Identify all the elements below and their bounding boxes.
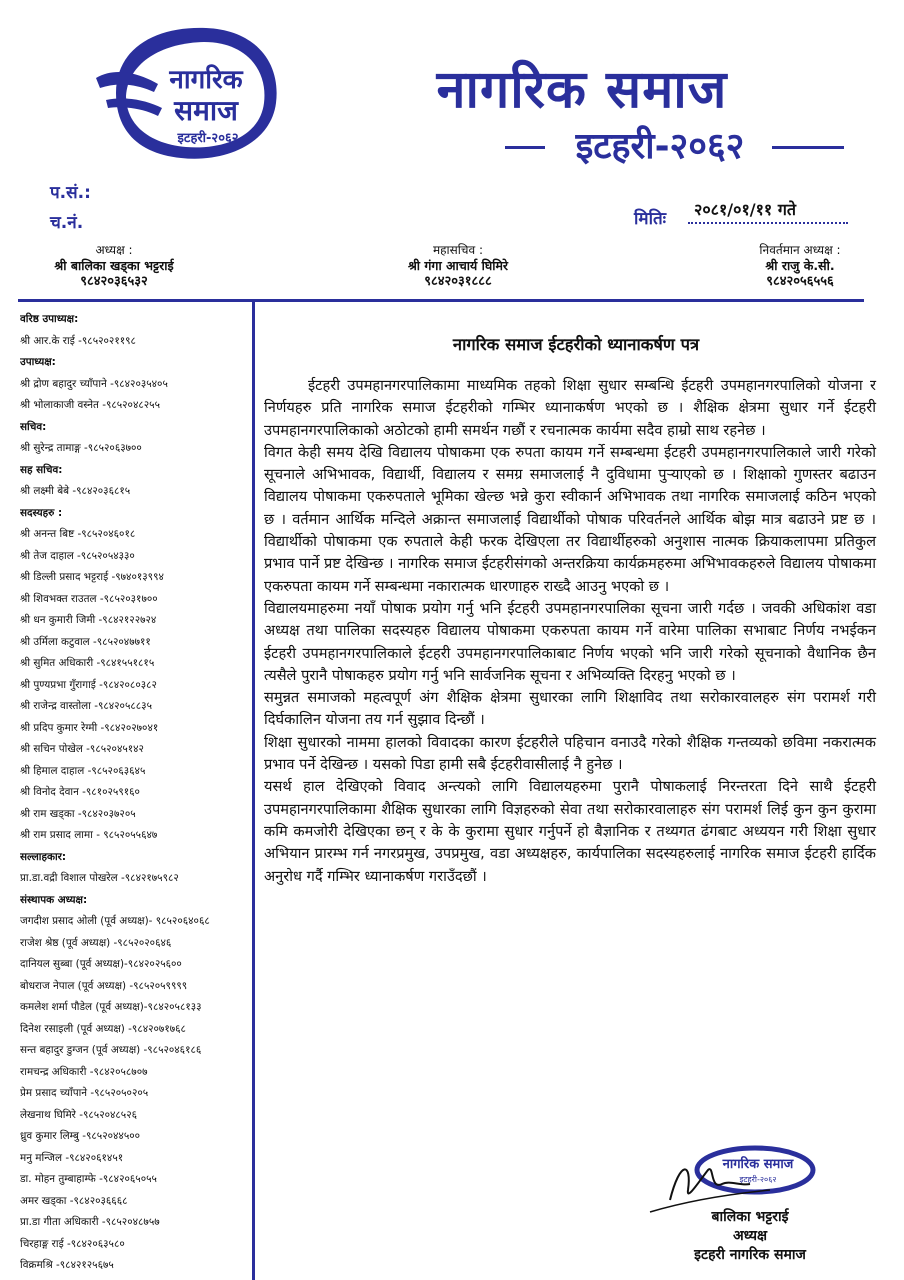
sidebar-member: श्री द्रोण बहादुर च्याँपाने -९८४२०३५४०५ [20,377,168,390]
sidebar-heading: संस्थापक अध्यक्ष: [20,893,88,906]
organization-subtitle: इटहरी-२०६२ [575,126,745,167]
sidebar-member: दानियल सुब्बा (पूर्व अध्यक्ष)-९८४२०२५६०० [20,958,182,970]
sidebar-member: प्रा.डा गीता अधिकारी -९८५२०४८७५७ [20,1216,160,1228]
letter-paragraph: शिक्षा सुधारको नाममा हालको विवादका कारण ईटहरीले पहिचान वनाउदै गरेको शैक्षिक गन्तव्यको छविमा नकरात्मक प्रभाव पर्ने देखिन्छ । यसको पिडा हामी सबै ईटहरीवासीलाई नै हुनेछ । [264,733,876,774]
sidebar-member: श्री आर.के राई -९८५२०२११९८ [20,334,136,347]
sidebar-member: श्री भोलाकाजी वस्नेत -९८५२०४८२५५ [20,399,160,411]
sidebar-member: मनु मन्जिल -९८४२०६१४५१ [20,1151,124,1164]
sidebar-member: प्रा.डा.वद्री विशाल पोखरेल -९८४२१७५९८२ [20,872,179,884]
officer-role: निवर्तमान अध्यक्ष : [759,243,841,257]
sidebar-member: श्री डिल्ली प्रसाद भट्टराई -९७४०१३९९४ [20,571,164,583]
sidebar-member: श्री सचिन पोखेल -९८५२०४५१४२ [20,743,144,755]
sidebar-member: चिरहाङ्ग राई -९८४२०६३५८० [20,1237,125,1250]
letter-title: नागरिक समाज ईटहरीको ध्यानाकर्षण पत्र [452,335,700,354]
sidebar-member: ध्रुव कुमार लिम्बु -९८५२०४४५०० [20,1130,141,1142]
signatory-name: बालिका भट्टराई [711,1209,789,1225]
letter-body [264,375,876,888]
organization-title: नागरिक समाज [436,60,728,120]
sidebar-heading: सह सचिव: [20,463,63,476]
sidebar-member: श्री राम प्रसाद लामा - ९८५२०५५६४७ [20,829,158,841]
sidebar-member: अमर खड्का -९८४२०३६६६८ [20,1194,128,1207]
sidebar-member: श्री राम खड्का -९८४२०३७२०५ [20,807,136,820]
sidebar-member: कमलेश शर्मा पौडेल (पूर्व अध्यक्ष)-९८४२०५८१३३ [20,1001,202,1013]
sidebar-member: राजेश श्रेष्ठ (पूर्व अध्यक्ष) -९८५२०२०६४६ [20,936,172,949]
sidebar-divider [252,302,255,1280]
sidebar-member: दिनेश रसाइली (पूर्व अध्यक्ष) -९८४२०७१७६८ [20,1022,186,1035]
sidebar-member: श्री उर्मिला कटुवाल -९८५२०४७७११ [20,635,151,648]
sidebar-member: श्री विनोद देवान -९८१०२५९१६० [20,786,140,798]
letter-paragraph: यसर्थ हाल देखिएको विवाद अन्त्यको लागि विद्यालयहरुमा पुरानै पोषाकलाई निरन्तरता दिने साथै ईटहरी उपमहानगरपालिकामा शैक्षिक सुधारका लागि विज्ञहरुको सेवा तथा सरोकारवालाहरु संग परामर्श लिई कुन कुन कुरामा कमि कमजोरी देखिएका छन् र के के कुरामा सुधार गर्नुपर्ने हो बैज्ञानिक र तथ्यगत ढंगबाट अध्ययन गरी शिक्षा सुधार अभियान प्रारम्भ गर्न नगरप्रमुख, उपप्रमुख, वडा अध्यक्षहरु, कार्यपालिका सदस्यहरुलाई नागरिक समाज ईटहरी हार्दिक अनुरोध गर्दै गम्भिर ध्यानाकर्षण गराउँदछौं । [264,778,876,885]
sidebar-heading: वरिष्ठ उपाध्यक्ष: [20,313,79,325]
officer-former-president [720,242,880,290]
svg-text:समाज: समाज [174,94,238,127]
officer-name: श्री राजु के.सी. [765,258,835,273]
sidebar-member: रामचन्द्र अधिकारी -९८४२०५८७०७ [20,1065,148,1078]
sidebar-member: श्री धन कुमारी जिमी -९८४२१२२७२४ [20,614,157,626]
sidebar-member: श्री सुरेन्द्र तामाङ्ग -९८५२०६३७०० [20,442,142,454]
sidebar-heading: सल्लाहकार: [20,850,67,863]
officer-phone: ९८४२०५६५५६ [766,274,834,289]
sidebar-member: प्रेम प्रसाद च्याँपाने -९८५२०५०२०५ [20,1087,149,1099]
sidebar-member: श्री सुमित अधिकारी -९८४१५५१८१५ [20,657,155,669]
sidebar-member: श्री अनन्त बिष्ट -९८५२०४६०१८ [20,528,136,540]
dispatch-number-label: च.नं. [50,213,84,233]
officer-role: महासचिव : [432,243,484,257]
sidebar-member: बोधराज नेपाल (पूर्व अध्यक्ष) -९८५२०५९९९९ [20,979,188,992]
sidebar-member: डा. मोहन तुम्बाहाम्फे -९८४२०६५०५५ [20,1173,157,1185]
organization-logo [96,18,286,168]
letter-paragraph: विगत केही समय देखि विद्यालय पोषाकमा एक रुपता कायम गर्ने सम्बन्धमा ईटहरी उपमहानगरपालिकाले जारी गरेको सूचनाले अभिभावक, विद्यार्थी, विद्यालय र समग्र समाजलाई नै दुविधामा पुऱ्याएको छ । शिक्षाको गुणस्तर बढाउन विद्यालय पोषाकमा एकरुपताले भूमिका खेल्छ भन्ने कुरा स्वीकार्न अभिभावक तथा नागरिक समाजलाई कठिन भएको छ । वर्तमान आर्थिक मन्दिले अक्रान्त समाजलाई विद्यार्थीको पोषाक परिवर्तनले आर्थिक बोझ मात्र बढाउने प्रष्ट छ । विद्यार्थीको पोषाकमा एक रुपताले केही फरक देखिएला तर विद्यार्थीहरुको अनुशास नात्मक क्रियाकलापमा प्रतिकुल प्रभाव पार्ने प्रष्ट देखिन्छ । नागरिक समाज ईटहरीसंगको अन्तरक्रिया कार्यक्रमहरुमा अभिभावकहरुले विद्यालय पोषाकमा एकरुपता कायम गर्ने सम्बन्धमा नकारात्मक धारणाहरु राख्दै आउनु भएको छ । [264,443,876,595]
reference-number-label: प.सं.: [50,183,91,203]
officer-phone: ९८४२०३१८८८ [424,274,492,289]
sidebar-member: श्री पुण्यप्रभा गुँरागाई -९८४२०८०३८२ [20,678,157,691]
sidebar-member: श्री शिवभक्त राउतल -९८५२०३१७०० [20,592,158,605]
letter-paragraph: समुन्नत समाजको महत्वपूर्ण अंग शैक्षिक क्षेत्रमा सुधारका लागि शिक्षाविद तथा सरोकारवालहरु संग परामर्श गरी दिर्घकालिन योजना तय गर्न सुझाव दिन्छौं । [264,689,876,729]
sidebar-heading: उपाध्यक्ष: [20,356,56,368]
letter-paragraph: ईटहरी उपमहानगरपालिकामा माध्यमिक तहको शिक्षा सुधार सम्बन्धि ईटहरी उपमहानगरपालिको योजना र निर्णयहरु प्रति नागरिक समाज ईटहरीको गम्भिर ध्यानाकर्षण भएको छ । शैक्षिक क्षेत्रमा सुधार गर्ने ईटहरी उपमहानगरपालिकाको अठोटको हामी समर्थन गछौं र रचनात्मक कार्यमा सदैव हाम्रो साथ रहनेछ । [264,377,876,439]
subtitle-rule-left [505,146,545,149]
officer-president [34,242,194,290]
officer-name: श्री गंगा आचार्य घिमिरे [407,258,509,273]
svg-text:नागरिक: नागरिक [169,65,243,95]
sidebar-member: श्री राजेन्द्र वास्तोला -९८४२०५८८३५ [20,700,152,712]
signatory-role: अध्यक्ष [732,1228,768,1244]
sidebar-member: श्री लक्ष्मी बेबे -९८४२०३६८१५ [20,485,131,497]
sidebar-member: श्री प्रदिप कुमार रेग्मी -९८४२०२७०४१ [20,721,159,734]
officer-role: अध्यक्ष : [95,243,133,257]
signatory-organization: इटहरी नागरिक समाज [694,1247,806,1263]
sidebar-member: श्री तेज दाहाल -९८५२०५४३३० [20,549,135,562]
sidebar-heading: सचिव: [20,420,47,433]
svg-text:इटहरी-२०६२: इटहरी-२०६२ [739,1175,777,1184]
sidebar-member: जगदीश प्रसाद ओली (पूर्व अध्यक्ष)- ९८५२०६४०६८ [20,915,210,927]
svg-text:नागरिक समाज: नागरिक समाज [722,1157,794,1172]
officer-phone: ९८४२०३६५३२ [80,274,148,289]
date-label: मितिः [634,209,667,229]
svg-text:इटहरी-२०६२: इटहरी-२०६२ [177,131,239,146]
sidebar-member: लेखनाथ घिमिरे -९८५२०४८५२६ [20,1108,138,1121]
officer-general-secretary [378,242,538,290]
date-value: २०८१/०१/११ गते [694,200,796,219]
officer-name: श्री बालिका खड्का भट्टराई [54,258,174,273]
header-divider [18,299,864,302]
date-dotted-line [688,222,848,224]
sidebar-member: विक्रमश्रि -९८४२१२५६७५ [20,1259,114,1271]
subtitle-rule-right [772,146,844,149]
sidebar-member: श्री हिमाल दाहाल -९८५२०६३६४५ [20,764,146,777]
letter-main [264,332,876,888]
sidebar-heading: सदस्यहरु : [20,506,63,519]
members-sidebar [20,309,248,1277]
signatory-block [650,1208,850,1265]
sidebar-member: सन्त बहादुर डुग्जन (पूर्व अध्यक्ष) -९८५२०४६१८६ [20,1044,202,1056]
letter-paragraph: विद्यालयमाहरुमा नयाँ पोषाक प्रयोग गर्नु भनि ईटहरी उपमहानगरपालिका सूचना जारी गर्दछ । जवकी अधिकांश वडा अध्यक्ष तथा पालिका सदस्यहरु विद्यालय पोषाकमा एकरुपता कायम गर्ने वारेमा पालिका सभाबाट निर्णय नभईकन ईटहरी उपमहानगरपालिकाले ईटहरी उपमहानगरपालिकाबाट निर्णय भएको भनि जारी गरेको सूचनाको वैधानिक छैन त्यसैले पुरानै पोषाकहरु प्रयोग गर्नु भनि सार्वजनिक सूचना र अभिव्यक्ति दिरहनु भएको छ । [264,599,876,684]
